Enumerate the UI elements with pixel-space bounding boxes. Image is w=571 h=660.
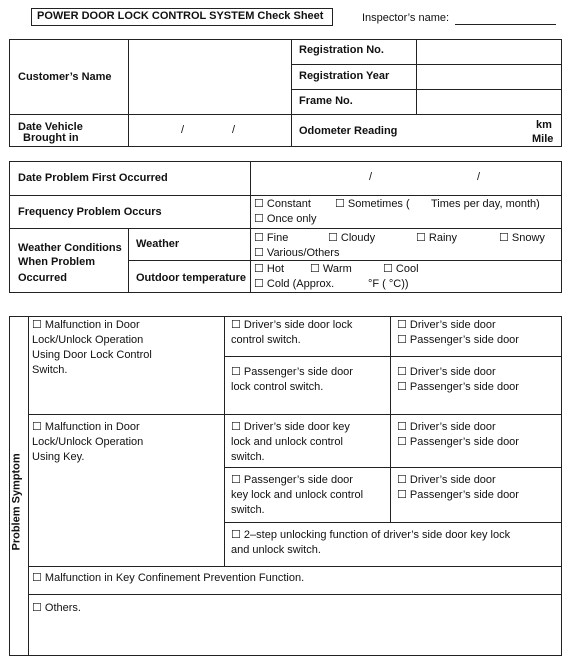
- malfunction-key-text: Lock/Unlock Operation: [32, 436, 144, 448]
- inspector-name-field[interactable]: [455, 24, 556, 25]
- malfunction-switch-text: Lock/Unlock Operation: [32, 334, 144, 346]
- unit-mile: Mile: [532, 133, 554, 145]
- weather-cloudy-checkbox[interactable]: ☐ Cloudy: [328, 232, 376, 244]
- drivers-key-text: lock and unlock control: [231, 436, 343, 448]
- two-step-text: and unlock switch.: [231, 544, 321, 556]
- temp-units-text: °F ( °C)): [368, 278, 409, 290]
- freq-sometimes-checkbox[interactable]: ☐ Sometimes (: [335, 198, 410, 210]
- drivers-switch-text: control switch.: [231, 334, 301, 346]
- option-drivers-door[interactable]: ☐ Driver’s side door: [397, 319, 496, 331]
- key-confinement-checkbox[interactable]: ☐ Malfunction in Key Confinement Prevention Function.: [32, 572, 305, 584]
- passengers-key-checkbox[interactable]: ☐ Passenger’s side door: [231, 474, 353, 486]
- weather-snowy-checkbox[interactable]: ☐ Snowy: [499, 232, 545, 244]
- date-slash: /: [477, 171, 481, 183]
- registration-no-field[interactable]: [418, 41, 560, 63]
- temp-cold-checkbox[interactable]: ☐ Cold (Approx.: [254, 278, 335, 290]
- option-drivers-door[interactable]: ☐ Driver’s side door: [397, 421, 496, 433]
- page-title: POWER DOOR LOCK CONTROL SYSTEM Check Sheet: [37, 10, 324, 22]
- option-passengers-door[interactable]: ☐ Passenger’s side door: [397, 334, 519, 346]
- temp-cool-checkbox[interactable]: ☐ Cool: [383, 263, 419, 275]
- inspector-label: Inspector’s name:: [362, 12, 450, 24]
- malfunction-key-checkbox[interactable]: ☐ Malfunction in Door: [32, 421, 140, 433]
- others-checkbox[interactable]: ☐ Others.: [32, 602, 81, 614]
- date-slash: /: [232, 124, 236, 136]
- registration-year-label: Registration Year: [299, 70, 390, 82]
- weather-various-checkbox[interactable]: ☐ Various/Others: [254, 247, 340, 259]
- temp-warm-checkbox[interactable]: ☐ Warm: [310, 263, 352, 275]
- weather-rainy-checkbox[interactable]: ☐ Rainy: [416, 232, 458, 244]
- passengers-switch-checkbox[interactable]: ☐ Passenger’s side door: [231, 366, 353, 378]
- passengers-key-text: switch.: [231, 504, 265, 516]
- registration-year-field[interactable]: [418, 66, 560, 88]
- unit-km: km: [536, 119, 552, 131]
- weather-conditions-label: Occurred: [18, 272, 67, 284]
- weather-label: Weather: [136, 238, 180, 250]
- drivers-key-checkbox[interactable]: ☐ Driver’s side door key: [231, 421, 350, 433]
- frequency-label: Frequency Problem Occurs: [18, 206, 162, 218]
- freq-times-text: Times per day, month): [431, 198, 540, 210]
- date-vehicle-label-line1: Date Vehicle: [18, 121, 83, 133]
- date-slash: /: [181, 124, 185, 136]
- frame-no-field[interactable]: [418, 91, 560, 113]
- problem-symptom-side-label: Problem Symptom: [10, 453, 23, 551]
- registration-no-label: Registration No.: [299, 44, 384, 56]
- date-first-label: Date Problem First Occurred: [18, 172, 168, 184]
- weather-fine-checkbox[interactable]: ☐ Fine: [254, 232, 289, 244]
- malfunction-key-text: Using Key.: [32, 451, 85, 463]
- date-slash: /: [369, 171, 373, 183]
- date-vehicle-label-line2: Brought in: [23, 132, 79, 144]
- odometer-label: Odometer Reading: [299, 125, 398, 137]
- drivers-switch-checkbox[interactable]: ☐ Driver’s side door lock: [231, 319, 353, 331]
- malfunction-switch-text: Using Door Lock Control: [32, 349, 152, 361]
- option-drivers-door[interactable]: ☐ Driver’s side door: [397, 474, 496, 486]
- malfunction-switch-text: Switch.: [32, 364, 68, 376]
- weather-conditions-label: When Problem: [18, 256, 96, 268]
- passengers-key-text: key lock and unlock control: [231, 489, 364, 501]
- passengers-switch-text: lock control switch.: [231, 381, 324, 393]
- drivers-key-text: switch.: [231, 451, 265, 463]
- weather-conditions-label: Weather Conditions: [18, 242, 122, 254]
- option-passengers-door[interactable]: ☐ Passenger’s side door: [397, 381, 519, 393]
- two-step-checkbox[interactable]: ☐ 2–step unlocking function of driver’s side door key lock: [231, 529, 511, 541]
- customers-name-label: Customer’s Name: [18, 71, 112, 83]
- malfunction-switch-checkbox[interactable]: ☐ Malfunction in Door: [32, 319, 140, 331]
- option-passengers-door[interactable]: ☐ Passenger’s side door: [397, 489, 519, 501]
- frame-no-label: Frame No.: [299, 95, 353, 107]
- temp-hot-checkbox[interactable]: ☐ Hot: [254, 263, 285, 275]
- option-passengers-door[interactable]: ☐ Passenger’s side door: [397, 436, 519, 448]
- freq-once-checkbox[interactable]: ☐ Once only: [254, 213, 317, 225]
- outdoor-temp-label: Outdoor temperature: [136, 272, 247, 284]
- option-drivers-door[interactable]: ☐ Driver’s side door: [397, 366, 496, 378]
- customers-name-field[interactable]: [130, 41, 290, 113]
- freq-constant-checkbox[interactable]: ☐ Constant: [254, 198, 311, 210]
